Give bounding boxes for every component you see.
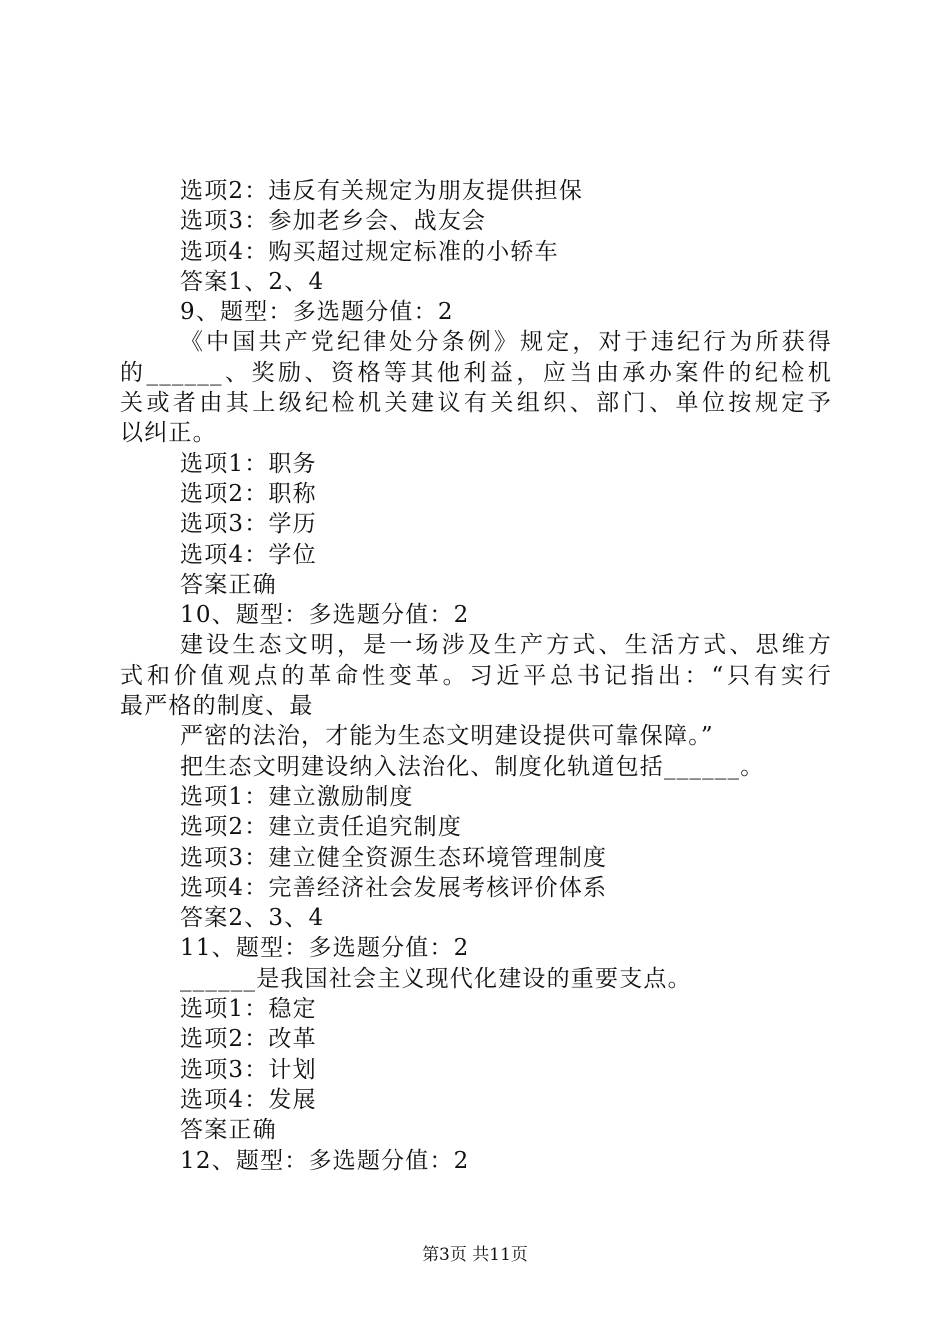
option-line: 选项3：参加老乡会、战友会 [180, 208, 487, 235]
question-text-line: 把生态文明建设纳入法治化、制度化轨道包括______。 [180, 753, 765, 780]
question-text-line: 关或者由其上级纪检机关建议有关组织、部门、单位按规定予 [120, 390, 832, 417]
option-line: 选项3：学历 [180, 511, 317, 538]
answer-line: 答案正确 [180, 1117, 277, 1144]
question-header: 10、题型：多选题分值：2 [180, 602, 470, 629]
option-line: 选项4：购买超过规定标准的小轿车 [180, 238, 559, 265]
question-text-line: 建设生态文明，是一场涉及生产方式、生活方式、思维方 [180, 632, 832, 659]
answer-line: 答案正确 [180, 571, 277, 598]
question-text-line: ______是我国社会主义现代化建设的重要支点。 [180, 965, 692, 992]
answer-line: 答案2、3、4 [180, 905, 325, 932]
answer-line: 答案1、2、4 [180, 268, 325, 295]
option-line: 选项2：改革 [180, 1026, 317, 1053]
option-line: 选项1：建立激励制度 [180, 783, 414, 810]
option-line: 选项4：学位 [180, 541, 317, 568]
option-line: 选项2：职称 [180, 480, 317, 507]
option-line: 选项1：稳定 [180, 996, 317, 1023]
question-text-line: 《中国共产党纪律处分条例》规定，对于违纪行为所获得 [180, 329, 832, 356]
question-header: 9、题型：多选题分值：2 [180, 299, 454, 326]
question-text-line: 式和价值观点的革命性变革。习近平总书记指出：“只有实行 [120, 662, 832, 689]
page-number-footer: 第3页 共11页 [422, 1245, 528, 1265]
question-header: 12、题型：多选题分值：2 [180, 1147, 470, 1174]
option-line: 选项4：完善经济社会发展考核评价体系 [180, 874, 608, 901]
option-line: 选项2：建立责任追究制度 [180, 814, 463, 841]
question-header: 11、题型：多选题分值：2 [180, 935, 470, 962]
page-body [120, 176, 832, 1176]
question-text-line: 最严格的制度、最 [120, 693, 314, 720]
option-line: 选项3：建立健全资源生态环境管理制度 [180, 844, 608, 871]
question-text-line: 严密的法治，才能为生态文明建设提供可靠保障。” [180, 723, 714, 750]
question-text-line: 的______、奖励、资格等其他利益，应当由承办案件的纪检机 [120, 359, 832, 386]
option-line: 选项1：职务 [180, 450, 317, 477]
question-text-line: 以纠正。 [120, 420, 217, 447]
option-line: 选项2：违反有关规定为朋友提供担保 [180, 178, 584, 204]
option-line: 选项3：计划 [180, 1056, 317, 1083]
option-line: 选项4：发展 [180, 1086, 317, 1113]
